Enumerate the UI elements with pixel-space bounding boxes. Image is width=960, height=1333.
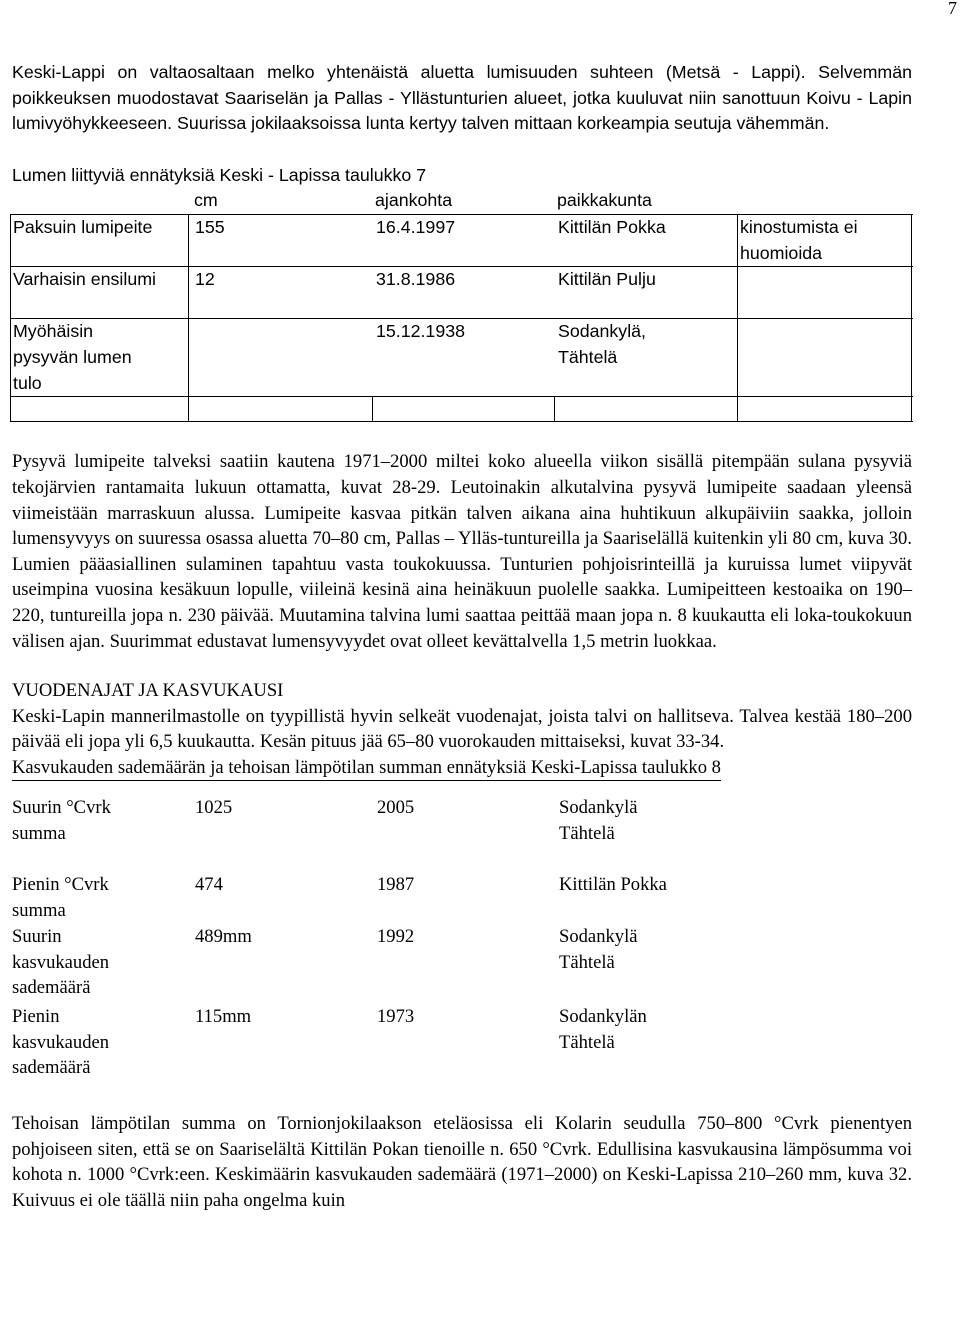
table7-row-label: Paksuin lumipeite [13, 217, 153, 238]
table7-header [10, 188, 913, 214]
table7-note: kinostumista ei huomioida [740, 217, 858, 263]
table7-cm: 12 [195, 269, 215, 290]
table-row [12, 924, 912, 1004]
table8-row-label: Pienin kasvukauden sademäärä [12, 1005, 110, 1079]
table7-caption: Lumen liittyviä ennätyksiä Keski - Lapissa taulukko 7 [12, 164, 427, 185]
table7-place: Sodankylä, Tähtelä [558, 321, 646, 367]
table8-value: 489mm [195, 925, 252, 947]
table7-cm: 155 [195, 217, 225, 238]
paragraph-temperature-sum: Tehoisan lämpötilan summa on Tornionjokilaakson eteläosissa eli Kolarin seudulla 750–800 °Cvrk pienentyen pohjoiseen siten, että se on Saariselältä Kittilän Pokan tienoille n. 650 °Cvrk. Edullisina kasvukausina lämpösumma voi kohota n. 1000 °Cvrk:een. Keskimäärin kasvukauden sademäärä (1971–2000) on Keski-Lapissa 210–260 mm, kuva 32. Kuivuus ei ole täällä niin paha ongelma kuin [12, 1112, 912, 1211]
paragraph-seasons: Keski-Lapin mannerilmastolle on tyypillistä hyvin selkeät vuodenajat, joista talvi on hallitseva. Talvea kestää 180–200 päivää eli jopa yli 6,5 kuukautta. Kesän pituus jää 65–80 vuorokauden mittaiseksi, kuvat 33-34. [12, 705, 912, 753]
table7-place: Kittilän Pulju [558, 269, 656, 290]
table7-row-label: Myöhäisin pysyvän lumen tulo [13, 321, 132, 393]
table7-header-date: ajankohta [375, 190, 453, 211]
table8-value: 474 [195, 873, 223, 895]
table7-cm [193, 319, 195, 396]
table8-year: 1973 [377, 1005, 415, 1027]
table8-place: Sodankylä Tähtelä [559, 925, 638, 973]
table7-row-label: Varhaisin ensilumi [13, 269, 156, 290]
table8-year: 1987 [377, 873, 415, 895]
section-heading: VUODENAJAT JA KASVUKAUSI [12, 680, 284, 702]
table8-place: Kittilän Pokka [559, 873, 667, 895]
document-body [12, 60, 912, 1213]
table7-note [738, 319, 890, 396]
paragraph-snow-intro: Keski-Lappi on valtaosaltaan melko yhtenäistä aluetta lumisuuden suhteen (Metsä - Lappi). Selvemmän poikkeuksen muodostavat Saariselän ja Pallas - Yllästunturien alueet, jotka kuuluvat niin sanottuun Koivu - Lapin lumivyöhykkeeseen. Suurissa jokilaaksoissa lunta kertyy talven mittaan korkeampia seutuja vähemmän. [12, 62, 912, 134]
table7-date: 31.8.1986 [376, 269, 456, 290]
table8-caption: Kasvukauden sademäärän ja tehoisan lämpötilan summan ennätyksiä Keski-Lapissa taulukko 8 [12, 756, 721, 781]
table-row [11, 397, 913, 422]
table8-row-label: Suurin kasvukauden sademäärä [12, 925, 110, 999]
table7-grid [10, 214, 913, 422]
table7-date: 15.12.1938 [376, 321, 465, 342]
page-number: 7 [948, 0, 957, 18]
paragraph-snow-cover: Pysyvä lumipeite talveksi saatiin kautena 1971–2000 miltei koko alueella viikon sisällä pitempään sulana pysyviä tekojärvien rantamaita lukuun ottamatta, kuvat 28-29. Leutoinakin alkutalvina pysyvä lumipeite saadaan yleensä viimeistään marraskuun alussa. Lumipeite kasvaa pitkän talven aikana aina huhtikuun alkupäiviin saakka, jolloin lumensyvyys on suuressa osassa aluetta 70–80 cm, Pallas – Ylläs-tuntureilla ja Saariselällä kuitenkin yli 80 cm, kuva 30. Lumien pääasiallinen sulaminen tapahtuu vasta toukokuussa. Tunturien pohjoisrinteillä ja kuruissa lumet viipyvät useimpina vuosina kesäkuun lopulle, viileinä kesinä aina heinäkuun puolelle saakka. Lumipeitteen kestoaika on 190–220, tuntureilla jopa n. 230 päivää. Muutamina talvina lumi saattaa peittää maan jopa n. 8 kuukautta eli loka-toukokuun välisen ajan. Suurimmat edustavat lumensyvyydet ovat olleet kevättalvella 1,5 metrin luokkaa. [12, 451, 912, 652]
table7-note [738, 267, 890, 318]
table-row [12, 795, 912, 872]
table8-value: 1025 [195, 796, 233, 818]
table-row [12, 1004, 912, 1082]
table7 [10, 188, 913, 422]
table-row [11, 215, 913, 267]
table8-row-label: Suurin °Cvrk summa [12, 796, 111, 844]
table8-place: Sodankylä Tähtelä [559, 796, 638, 844]
table8-row-label: Pienin °Cvrk summa [12, 873, 109, 921]
table7-header-cm: cm [194, 190, 218, 211]
table8 [12, 795, 912, 1082]
table8-place: Sodankylän Tähtelä [559, 1005, 647, 1053]
table7-place: Kittilän Pokka [558, 217, 666, 238]
table8-year: 2005 [377, 796, 415, 818]
table-row [12, 872, 912, 924]
table8-value: 115mm [195, 1005, 252, 1027]
table7-date: 16.4.1997 [376, 217, 456, 238]
table-row [11, 267, 913, 319]
table7-header-place: paikkakunta [557, 190, 652, 211]
table-row [11, 319, 913, 397]
table8-year: 1992 [377, 925, 415, 947]
